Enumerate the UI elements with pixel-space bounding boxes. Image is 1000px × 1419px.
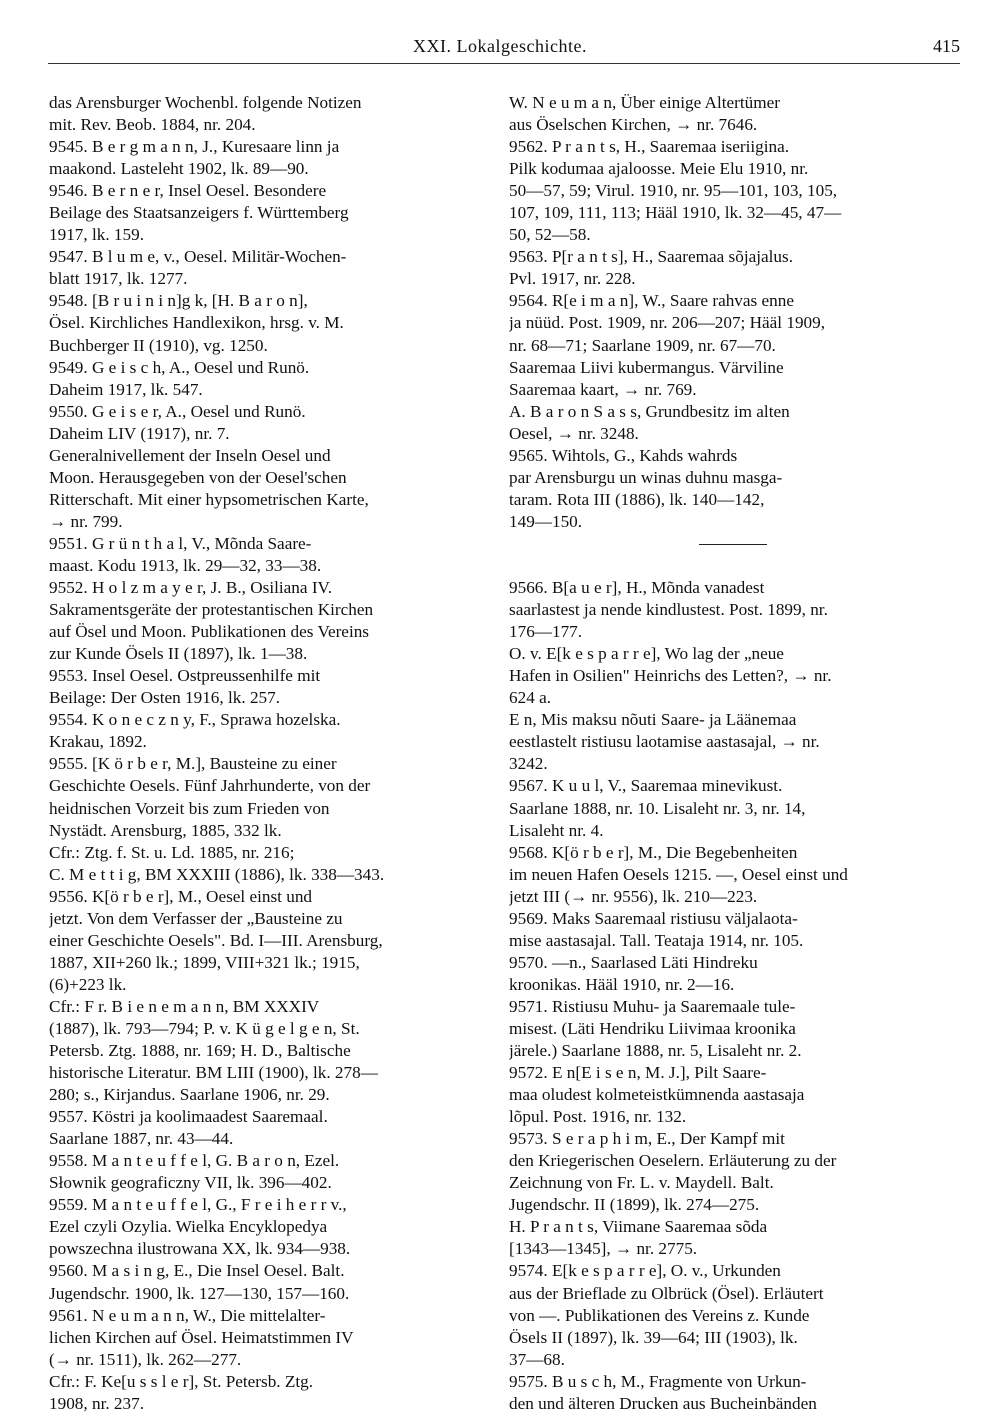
text-line: Saarlane 1888, nr. 10. Lisaleht nr. 3, nr. 14, xyxy=(509,798,806,818)
text-line: Petersb. Ztg. 1888, nr. 169; H. D., Baltische xyxy=(49,1041,351,1061)
text-line: blatt 1917, lk. 1277. xyxy=(49,269,188,289)
text-line: Beilage des Staatsanzeigers f. Württemberg xyxy=(49,203,349,223)
text-line: 3242. xyxy=(509,754,548,774)
text-line: das Arensburger Wochenbl. folgende Notizen xyxy=(49,93,362,112)
text-line: H. P r a n t s, Viimane Saaremaa sõda xyxy=(509,1217,768,1237)
text-line: par Arensburgu un winas duhnu masga- xyxy=(509,467,783,487)
text-line: historische Literatur. BM LIII (1900), lk. 278— xyxy=(49,1063,378,1083)
text-line: (→ nr. 1511), lk. 262—277. xyxy=(49,1349,242,1369)
text-line: 1917, lk. 159. xyxy=(49,225,145,245)
text-line: Geschichte Oesels. Fünf Jahrhunderte, von der xyxy=(49,776,371,796)
text-line: [1343—1345], → nr. 2775. xyxy=(509,1239,698,1259)
text-line: järele.) Saarlane 1888, nr. 5, Lisaleht nr. 2. xyxy=(509,1041,802,1061)
text-line: aus der Brieflade zu Olbrück (Ösel). Erläutert xyxy=(509,1283,824,1303)
text-line: Krakau, 1892. xyxy=(49,732,147,752)
text-line: Słownik geograficzny VII, lk. 396—402. xyxy=(49,1173,332,1193)
text-line: Beilage: Der Osten 1916, lk. 257. xyxy=(49,688,281,708)
text-line: A. B a r o n S a s s, Grundbesitz im alten xyxy=(509,401,790,421)
section-divider xyxy=(509,533,935,555)
text-line: Cfr.: F. Ke[u s s l e r], St. Petersb. Ztg. xyxy=(49,1371,314,1391)
text-line: → nr. 799. xyxy=(49,511,123,531)
text-line: Saaremaa Liivi kubermangus. Värviline xyxy=(509,357,784,377)
text-line: 9572. E n[E i s e n, M. J.], Pilt Saare- xyxy=(509,1063,767,1083)
text-line: 50—57, 59; Virul. 1910, nr. 95—101, 103, 105, xyxy=(509,181,838,201)
text-line: 9569. Maks Saaremaal ristiusu väljalaota- xyxy=(509,908,798,928)
text-line: 9557. Köstri ja koolimaadest Saaremaal. xyxy=(49,1107,328,1127)
text-line: kroonikas. Hääl 1910, nr. 2—16. xyxy=(509,974,735,994)
text-line: 9551. G r ü n t h a l, V., Mõnda Saare- xyxy=(49,533,312,553)
text-line: C. M e t t i g, BM XXXIII (1886), lk. 338—343. xyxy=(49,864,385,884)
text-line: Ritterschaft. Mit einer hypsometrischen Karte, xyxy=(49,489,369,509)
text-line: eestlastelt ristiusu laotamise aastasajal, → nr. xyxy=(509,732,820,752)
text-line: Ösel. Kirchliches Handlexikon, hrsg. v. M. xyxy=(49,313,344,333)
text-line: Pilk kodumaa ajaloosse. Meie Elu 1910, nr. xyxy=(509,159,809,179)
text-line: lõpul. Post. 1916, nr. 132. xyxy=(509,1107,687,1127)
text-line: (1887), lk. 793—794; P. v. K ü g e l g e n, St. xyxy=(49,1018,360,1038)
page-number: 415 xyxy=(933,36,960,56)
text-line: Hafen in Osilien" Heinrichs des Letten?, → nr. xyxy=(509,666,832,686)
text-line: maakond. Lasteleht 1902, lk. 89—90. xyxy=(49,159,309,179)
text-line: mise aastasajal. Tall. Teataja 1914, nr. 105. xyxy=(509,930,804,950)
text-line: im neuen Hafen Oesels 1215. —, Oesel einst und xyxy=(509,864,848,884)
text-line: 9547. B l u m e, v., Oesel. Militär-Wochen- xyxy=(49,247,347,267)
right-column xyxy=(509,92,935,1415)
text-line: 9568. K[ö r b e r], M., Die Begebenheiten xyxy=(509,842,798,862)
text-line: 9566. B[a u e r], H., Mõnda vanadest xyxy=(509,578,765,598)
text-line: 9571. Ristiusu Muhu- ja Saaremaale tule- xyxy=(509,996,796,1016)
text-line: O. v. E[k e s p a r r e], Wo lag der „neue xyxy=(509,644,784,664)
text-line: 9548. [B r u i n i n]g k, [H. B a r o n], xyxy=(49,291,308,311)
text-line: 280; s., Kirjandus. Saarlane 1906, nr. 29. xyxy=(49,1085,330,1105)
text-line: (6)+223 lk. xyxy=(49,974,127,994)
section-gap xyxy=(509,555,935,577)
text-line: von —. Publikationen des Vereins z. Kunde xyxy=(509,1305,810,1325)
text-line: 9564. R[e i m a n], W., Saare rahvas enne xyxy=(509,291,794,311)
text-line: 9559. M a n t e u f f e l, G., F r e i h e r r v., xyxy=(49,1195,347,1215)
text-line: 9562. P r a n t s, H., Saaremaa iseriigina. xyxy=(509,137,790,157)
text-line: nr. 68—71; Saarlane 1909, nr. 67—70. xyxy=(509,335,776,355)
text-line: Oesel, → nr. 3248. xyxy=(509,423,639,443)
text-line: einer Geschichte Oesels". Bd. I—III. Arensburg, xyxy=(49,930,383,950)
text-line: 50, 52—58. xyxy=(509,225,591,245)
header-rule xyxy=(48,63,960,64)
text-line: mit. Rev. Beob. 1884, nr. 204. xyxy=(49,115,256,135)
text-line: 9570. —n., Saarlased Läti Hindreku xyxy=(509,952,758,972)
text-line: zur Kunde Ösels II (1897), lk. 1—38. xyxy=(49,644,308,664)
text-line: taram. Rota III (1886), lk. 140—142, xyxy=(509,489,765,509)
text-line: Buchberger II (1910), vg. 1250. xyxy=(49,335,268,355)
text-line: Nystädt. Arensburg, 1885, 332 lk. xyxy=(49,820,282,840)
text-line: 9574. E[k e s p a r r e], O. v., Urkunden xyxy=(509,1261,781,1281)
text-line: 9545. B e r g m a n n, J., Kuresaare linn ja xyxy=(49,137,340,157)
text-line: den und älteren Drucken aus Bucheinbänden xyxy=(509,1393,817,1413)
text-line: heidnischen Vorzeit bis zum Frieden von xyxy=(49,798,330,818)
text-line: Cfr.: F r. B i e n e m a n n, BM XXXIV xyxy=(49,996,320,1016)
text-line: 9573. S e r a p h i m, E., Der Kampf mit xyxy=(509,1129,785,1149)
text-line: ja nüüd. Post. 1909, nr. 206—207; Hääl 1909, xyxy=(509,313,826,333)
text-line: Generalnivellement der Inseln Oesel und xyxy=(49,445,331,465)
text-line: 9563. P[r a n t s], H., Saaremaa sõjajalus. xyxy=(509,247,794,267)
text-line: jetzt. Von dem Verfasser der „Bausteine zu xyxy=(49,908,343,928)
text-line: 9560. M a s i n g, E., Die Insel Oesel. Balt. xyxy=(49,1261,345,1281)
text-line: 9554. K o n e c z n y, F., Sprawa hozelska. xyxy=(49,710,341,730)
text-line: 9552. H o l z m a y e r, J. B., Osiliana IV. xyxy=(49,578,333,598)
text-line: jetzt III (→ nr. 9556), lk. 210—223. xyxy=(509,886,758,906)
text-line: 9565. Wihtols, G., Kahds wahrds xyxy=(509,445,738,465)
text-line: 9555. [K ö r b e r, M.], Bausteine zu einer xyxy=(49,754,337,774)
text-line: lichen Kirchen auf Ösel. Heimatstimmen IV xyxy=(49,1327,354,1347)
text-line: E n, Mis maksu nõuti Saare- ja Läänemaa xyxy=(509,710,797,730)
text-line: powszechna ilustrowana XX, lk. 934—938. xyxy=(49,1239,351,1259)
text-line: Saarlane 1887, nr. 43—44. xyxy=(49,1129,234,1149)
text-line: W. N e u m a n, Über einige Altertümer xyxy=(509,93,780,112)
text-line: maast. Kodu 1913, lk. 29—32, 33—38. xyxy=(49,555,322,575)
text-line: Daheim 1917, lk. 547. xyxy=(49,379,203,399)
text-line: auf Ösel und Moon. Publikationen des Vereins xyxy=(49,622,369,642)
text-line: 107, 109, 111, 113; Hääl 1910, lk. 32—45, 47— xyxy=(509,203,842,223)
text-line: 37—68. xyxy=(509,1349,565,1369)
text-line: 9553. Insel Oesel. Ostpreussenhilfe mit xyxy=(49,666,321,686)
text-line: Pvl. 1917, nr. 228. xyxy=(509,269,636,289)
text-line: saarlastest ja nende kindlustest. Post. 1899, nr. xyxy=(509,600,828,620)
text-line: 9549. G e i s c h, A., Oesel und Runö. xyxy=(49,357,310,377)
text-line: Ezel czyli Ozylia. Wielka Encyklopedya xyxy=(49,1217,328,1237)
text-line: Lisaleht nr. 4. xyxy=(509,820,604,840)
text-line: maa oludest kolmeteistkümnenda aastasaja xyxy=(509,1085,805,1105)
text-line: 9561. N e u m a n n, W., Die mittelalter- xyxy=(49,1305,326,1325)
text-line: 9567. K u u l, V., Saaremaa minevikust. xyxy=(509,776,783,796)
text-line: misest. (Läti Hendriku Liivimaa kroonika xyxy=(509,1018,796,1038)
text-line: aus Öselschen Kirchen, → nr. 7646. xyxy=(509,115,758,135)
text-line: Jugendschr. II (1899), lk. 274—275. xyxy=(509,1195,760,1215)
text-line: 1908, nr. 237. xyxy=(49,1393,145,1413)
page-header xyxy=(0,0,1000,80)
text-line: 624 a. xyxy=(509,688,552,708)
text-line: 176—177. xyxy=(509,622,583,642)
text-line: Moon. Herausgegeben von der Oesel'schen xyxy=(49,467,347,487)
text-line: Cfr.: Ztg. f. St. u. Ld. 1885, nr. 216; xyxy=(49,842,295,862)
text-line: 9546. B e r n e r, Insel Oesel. Besondere xyxy=(49,181,327,201)
text-line: Saaremaa kaart, → nr. 769. xyxy=(509,379,697,399)
text-line: Zeichnung von Fr. L. v. Maydell. Balt. xyxy=(509,1173,774,1193)
text-line: 9558. M a n t e u f f e l, G. B a r o n, Ezel. xyxy=(49,1151,340,1171)
text-line: Sakramentsgeräte der protestantischen Kirchen xyxy=(49,600,374,620)
left-column xyxy=(49,92,475,1415)
text-line: 9575. B u s c h, M., Fragmente von Urkun- xyxy=(509,1371,807,1391)
text-line: Daheim LIV (1917), nr. 7. xyxy=(49,423,230,443)
text-line: 9556. K[ö r b e r], M., Oesel einst und xyxy=(49,886,313,906)
text-line: 9550. G e i s e r, A., Oesel und Runö. xyxy=(49,401,306,421)
text-line: Ösels II (1897), lk. 39—64; III (1903), lk. xyxy=(509,1327,798,1347)
text-line: den Kriegerischen Oeselern. Erläuterung zu der xyxy=(509,1151,837,1171)
running-title: XXI. Lokalgeschichte. xyxy=(413,36,587,56)
text-line: Jugendschr. 1900, lk. 127—130, 157—160. xyxy=(49,1283,350,1303)
text-line: 149—150. xyxy=(509,511,583,531)
text-line: 1887, XII+260 lk.; 1899, VIII+321 lk.; 1915, xyxy=(49,952,360,972)
